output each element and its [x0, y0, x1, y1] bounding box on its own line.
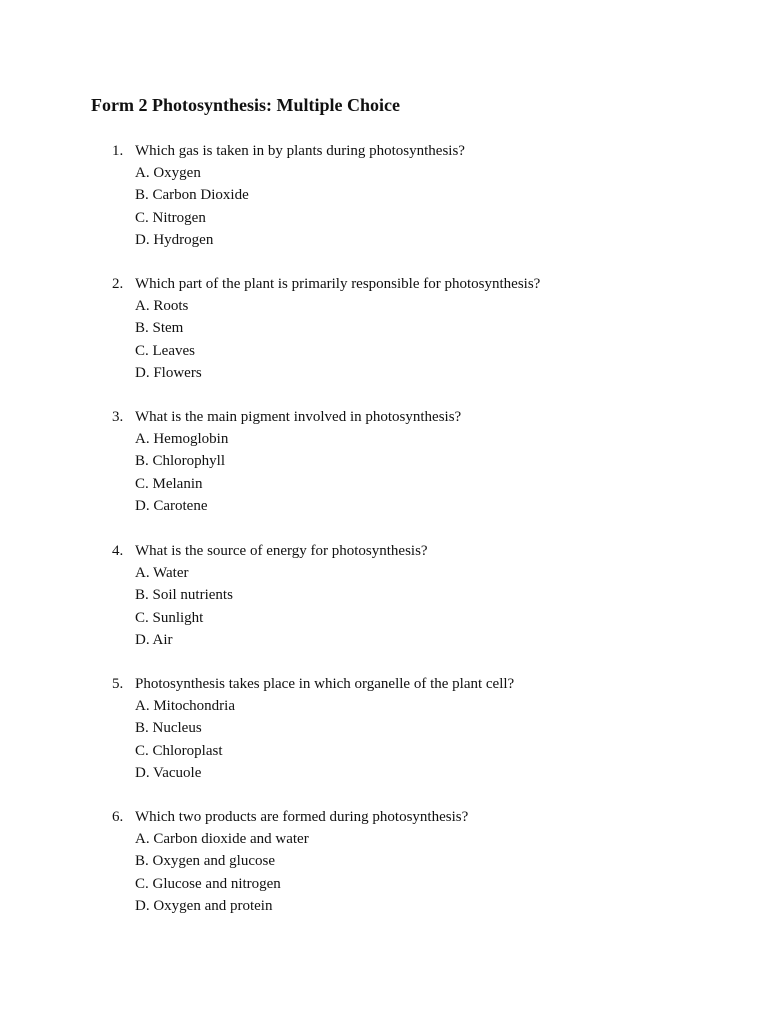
option-d: D. Vacuole [135, 765, 202, 782]
question-number: 6. [112, 809, 124, 825]
option-c: C. Leaves [135, 342, 195, 359]
answer-options [112, 695, 732, 785]
option-a: A. Carbon dioxide and water [135, 831, 309, 847]
option-c: C. Glucose and nitrogen [135, 875, 281, 892]
answer-options [112, 162, 732, 252]
option-b: B. Carbon Dioxide [135, 187, 249, 204]
question-stem [112, 140, 732, 162]
option-b: B. Nucleus [135, 720, 202, 737]
question-stem [112, 673, 732, 695]
question-text: Which two products are formed during photosynthesis? [135, 809, 469, 825]
question-stem [112, 273, 732, 295]
question-1 [112, 140, 732, 252]
option-b: B. Soil nutrients [135, 587, 233, 604]
option-b: B. Oxygen and glucose [135, 853, 275, 870]
option-a: A. Hemoglobin [135, 431, 229, 447]
question-6 [112, 806, 732, 918]
option-d: D. Oxygen and protein [135, 898, 273, 915]
question-text: What is the source of energy for photosynthesis? [135, 543, 428, 559]
question-text: Photosynthesis takes place in which organelle of the plant cell? [135, 676, 515, 692]
option-d: D. Flowers [135, 365, 202, 382]
question-stem [112, 540, 732, 562]
question-number: 4. [112, 543, 124, 559]
question-number: 5. [112, 676, 124, 692]
option-a: A. Oxygen [135, 165, 201, 181]
question-5 [112, 673, 732, 785]
question-2 [112, 273, 732, 385]
question-text: Which gas is taken in by plants during photosynthesis? [135, 143, 465, 159]
option-d: D. Carotene [135, 498, 208, 515]
option-c: C. Chloroplast [135, 742, 223, 759]
option-b: B. Chlorophyll [135, 453, 226, 470]
question-number: 3. [112, 409, 124, 425]
question-number: 2. [112, 276, 124, 292]
option-a: A. Roots [135, 298, 189, 314]
question-number: 1. [112, 143, 124, 159]
question-3 [112, 406, 732, 518]
option-d: D. Air [135, 632, 173, 649]
option-a: A. Mitochondria [135, 698, 235, 714]
answer-options [112, 295, 732, 385]
option-d: D. Hydrogen [135, 232, 214, 249]
answer-options [112, 428, 732, 518]
option-b: B. Stem [135, 320, 184, 337]
question-text: Which part of the plant is primarily responsible for photosynthesis? [135, 276, 541, 292]
answer-options [112, 828, 732, 918]
option-c: C. Nitrogen [135, 209, 206, 226]
page-title: Form 2 Photosynthesis: Multiple Choice [91, 95, 400, 115]
question-stem [112, 806, 732, 828]
question-text: What is the main pigment involved in photosynthesis? [135, 409, 462, 425]
question-4 [112, 540, 732, 652]
answer-options [112, 562, 732, 652]
option-a: A. Water [135, 565, 189, 581]
option-c: C. Melanin [135, 475, 203, 492]
question-stem [112, 406, 732, 428]
option-c: C. Sunlight [135, 609, 204, 626]
